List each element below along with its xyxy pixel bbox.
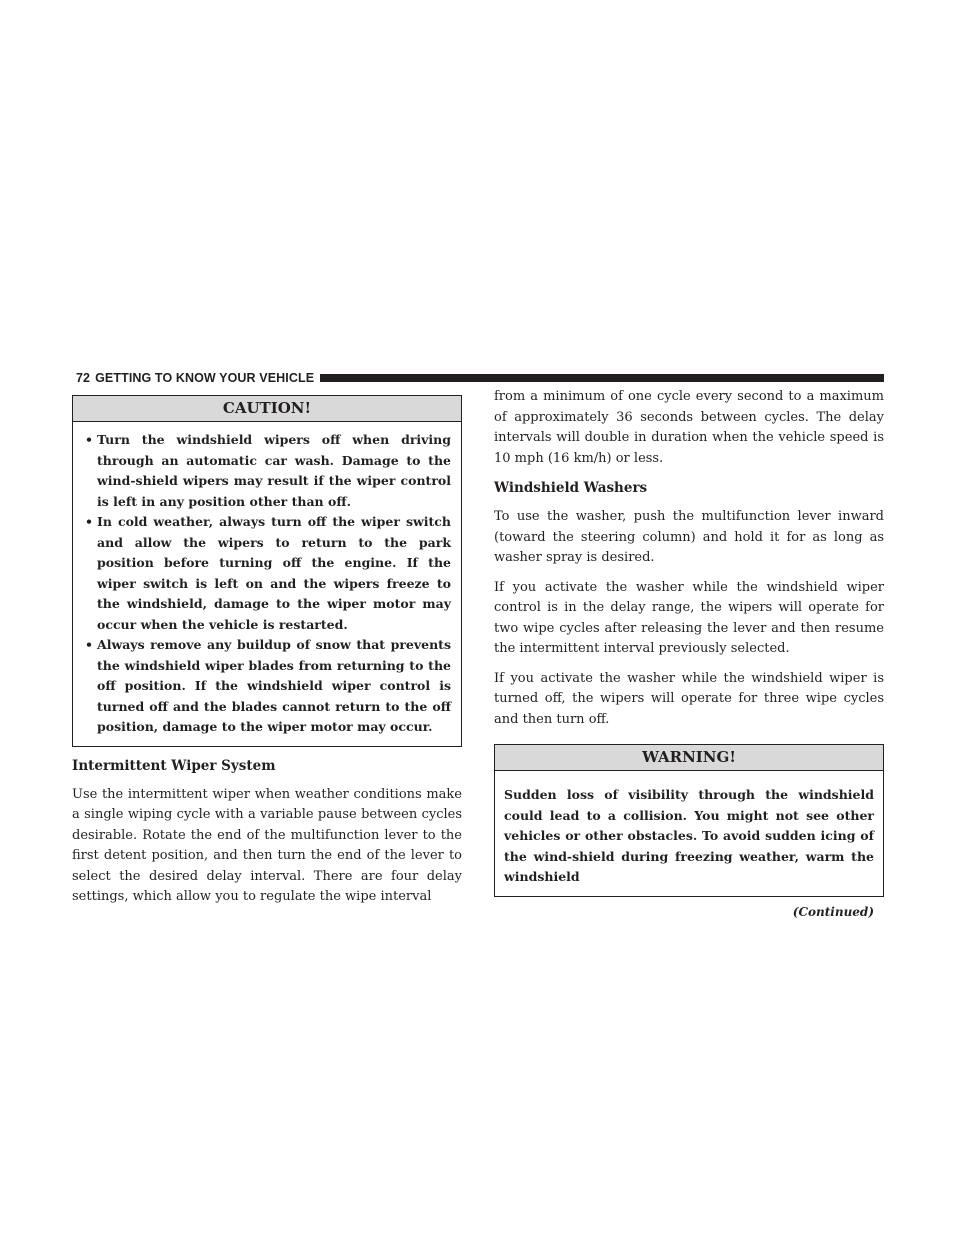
warning-box (494, 744, 884, 897)
washers-paragraph-2: If you activate the washer while the windshield wiper control is in the delay range, the wipers will operate for two wipe cycles after releasing the lever and then resume the intermittent interval previously selected. (494, 579, 884, 656)
header-rule (320, 374, 884, 382)
continued-note: (Continued) (792, 904, 874, 919)
intermittent-paragraph: Use the intermittent wiper when weather conditions make a single wiping cycle with a variable pause between cycles desirable. Rotate the end of the multifunction lever to the first detent position, and then turn the end of the lever to select the desired delay interval. There are four delay settings, which allow you to regulate the wipe interval (72, 786, 462, 904)
caution-item-text: Turn the windshield wipers off when driving through an automatic car wash. Damage to the wind-shield wipers may result if the wiper control is left in any position other than off. (97, 432, 451, 509)
bullet-icon: • (85, 637, 93, 652)
section-title: GETTING TO KNOW YOUR VEHICLE (95, 371, 315, 385)
bullet-icon: • (85, 432, 93, 447)
caution-title: CAUTION! (73, 396, 461, 422)
washers-heading: Windshield Washers (494, 480, 648, 496)
warning-body: Sudden loss of visibility through the windshield could lead to a collision. You might not see other vehicles or other obstacles. To avoid sudden icing of the wind-shield during freezing weather, warm the windshield (504, 787, 874, 884)
page-header (76, 371, 884, 385)
caution-item-text: Always remove any buildup of snow that prevents the windshield wiper blades from returning to the off position. If the windshield wiper control is turned off and the blades cannot return to the off position, damage to the wiper motor may occur. (97, 637, 451, 734)
caution-item-text: In cold weather, always turn off the wiper switch and allow the wipers to return to the park position before turning off the engine. If the wiper switch is left on and the wipers freeze to the windshield, damage to the wiper motor may occur when the vehicle is restarted. (97, 514, 451, 632)
washers-paragraph-1: To use the washer, push the multifunction lever inward (toward the steering column) and hold it for as long as washer spray is desired. (494, 509, 884, 565)
caution-item (85, 430, 451, 512)
continuation-paragraph: from a minimum of one cycle every second to a maximum of approximately 36 seconds between cycles. The delay intervals will double in duration when the vehicle speed is 10 mph (16 km/h) or less. (494, 389, 884, 466)
caution-box (72, 395, 462, 747)
bullet-icon: • (85, 514, 93, 529)
caution-item (85, 635, 451, 738)
page-number: 72 (76, 371, 91, 385)
warning-title: WARNING! (495, 745, 883, 771)
caution-item (85, 512, 451, 635)
intermittent-heading: Intermittent Wiper System (72, 757, 276, 774)
right-column (494, 389, 884, 919)
caution-body (73, 422, 461, 746)
left-column (72, 395, 462, 908)
washers-paragraph-3: If you activate the washer while the windshield wiper is turned off, the wipers will operate for three wipe cycles and then turn off. (494, 670, 884, 727)
